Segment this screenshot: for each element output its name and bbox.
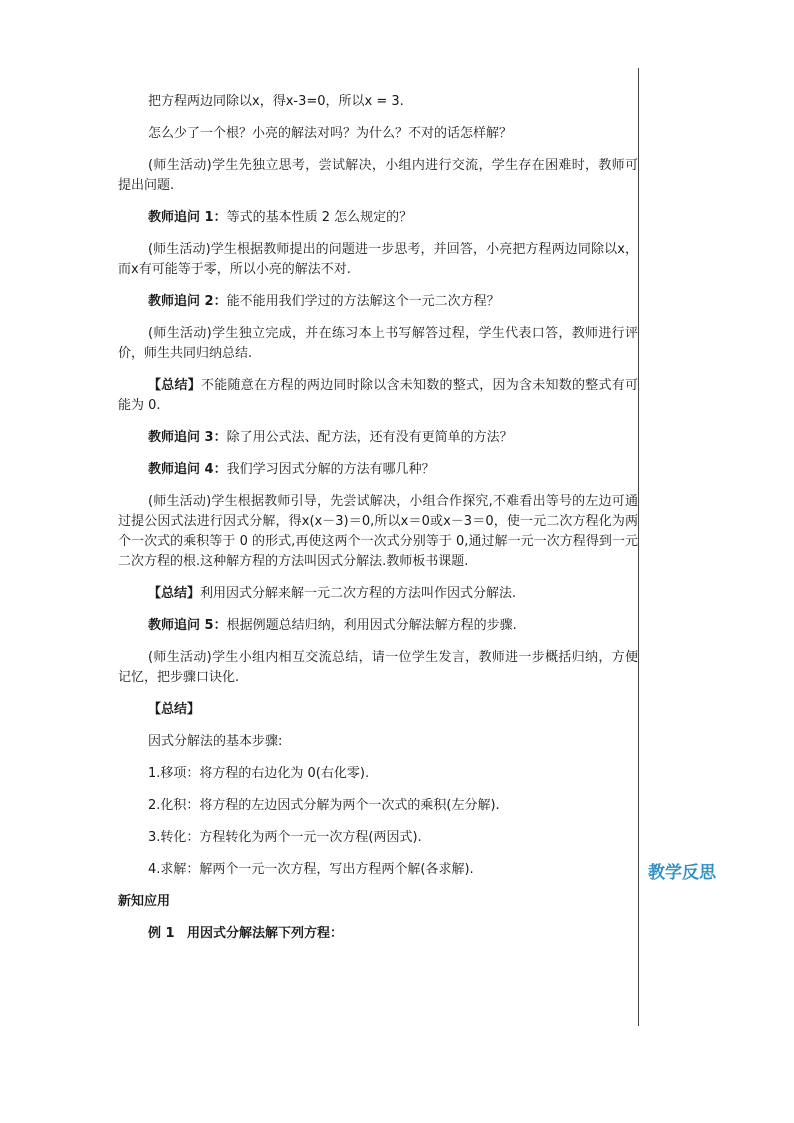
- summary-1: [118, 376, 638, 416]
- column-divider: [638, 68, 639, 1026]
- teacher-question-4: [118, 460, 638, 480]
- main-content: [118, 92, 638, 944]
- teacher-question-1-label: 教师追问 1：: [148, 210, 227, 225]
- section-heading-new-knowledge: 新知应用: [118, 894, 171, 909]
- teacher-question-4-text: 我们学习因式分解的方法有哪几种？: [226, 462, 435, 477]
- steps-title: 因式分解法的基本步骤:: [148, 734, 283, 749]
- summary-2-text: 利用因式分解来解一元二次方程的方法叫作因式分解法.: [200, 586, 517, 601]
- paragraph-activity-1: (师生活动)学生先独立思考，尝试解决，小组内进行交流，学生存在困难时，教师可提出问题.: [118, 158, 638, 193]
- teacher-question-2: [118, 292, 638, 312]
- paragraph-activity-2: (师生活动)学生根据教师提出的问题进一步思考，并回答，小亮把方程两边同除以x，而x有可能等于零，所以小亮的解法不对.: [118, 242, 638, 277]
- step-1: 1.移项：将方程的右边化为 0(右化零).: [148, 766, 370, 781]
- teacher-question-5-text: 根据例题总结归纳，利用因式分解法解方程的步骤.: [226, 618, 517, 633]
- summary-2-label: 【总结】: [148, 586, 201, 601]
- teacher-question-3-text: 除了用公式法、配方法，还有没有更简单的方法？: [226, 430, 513, 445]
- summary-1-text: 不能随意在方程的两边同时除以含未知数的整式，因为含未知数的整式有可能为 0.: [118, 378, 638, 413]
- teacher-question-4-label: 教师追问 4：: [148, 462, 227, 477]
- summary-2: [118, 584, 638, 604]
- summary-1-label: 【总结】: [148, 378, 201, 393]
- paragraph-missing-root-question: 怎么少了一个根？小亮的解法对吗？为什么？不对的话怎样解？: [148, 126, 513, 141]
- paragraph-activity-4: (师生活动)学生根据教师引导，先尝试解决，小组合作探究,不难看出等号的左边可通过提公因式法进行因式分解，得x(x－3)＝0,所以x＝0或x－3＝0，使一元二次方程化为两个一次式的乘积等于 0 的形式,再使这两个一次式分别等于 0,通过解一元一次方程得到一元二次方程的根.这种解方程的方法叫因式分解法.教师板书课题.: [118, 494, 638, 569]
- teacher-question-1-text: 等式的基本性质 2 怎么规定的？: [226, 210, 413, 225]
- summary-3-label: 【总结】: [148, 702, 201, 717]
- teacher-question-3-label: 教师追问 3：: [148, 430, 227, 445]
- teacher-question-2-label: 教师追问 2：: [148, 294, 227, 309]
- paragraph-activity-3: (师生活动)学生独立完成，并在练习本上书写解答过程，学生代表口答，教师进行评价，师生共同归纳总结.: [118, 326, 638, 361]
- step-4: 4.求解：解两个一元一次方程，写出方程两个解(各求解).: [148, 862, 474, 877]
- teacher-question-5: [118, 616, 638, 636]
- teacher-question-1: [118, 208, 638, 228]
- teacher-question-2-text: 能不能用我们学过的方法解这个一元二次方程？: [226, 294, 500, 309]
- step-2: 2.化积：将方程的左边因式分解为两个一次式的乘积(左分解).: [148, 798, 500, 813]
- example-1: [118, 924, 638, 944]
- step-3: 3.转化：方程转化为两个一元一次方程(两因式).: [148, 830, 422, 845]
- teacher-question-3: [118, 428, 638, 448]
- teacher-question-5-label: 教师追问 5：: [148, 618, 227, 633]
- example-1-label: 例 1: [148, 926, 175, 941]
- example-1-text: 用因式分解法解下列方程：: [186, 926, 343, 941]
- paragraph-equation-division: 把方程两边同除以x，得x-3=0，所以x = 3.: [148, 94, 404, 109]
- paragraph-activity-5: (师生活动)学生小组内相互交流总结，请一位学生发言，教师进一步概括归纳，方便记忆，把步骤口诀化.: [118, 650, 638, 685]
- teaching-reflection-heading: 教学反思: [648, 863, 716, 883]
